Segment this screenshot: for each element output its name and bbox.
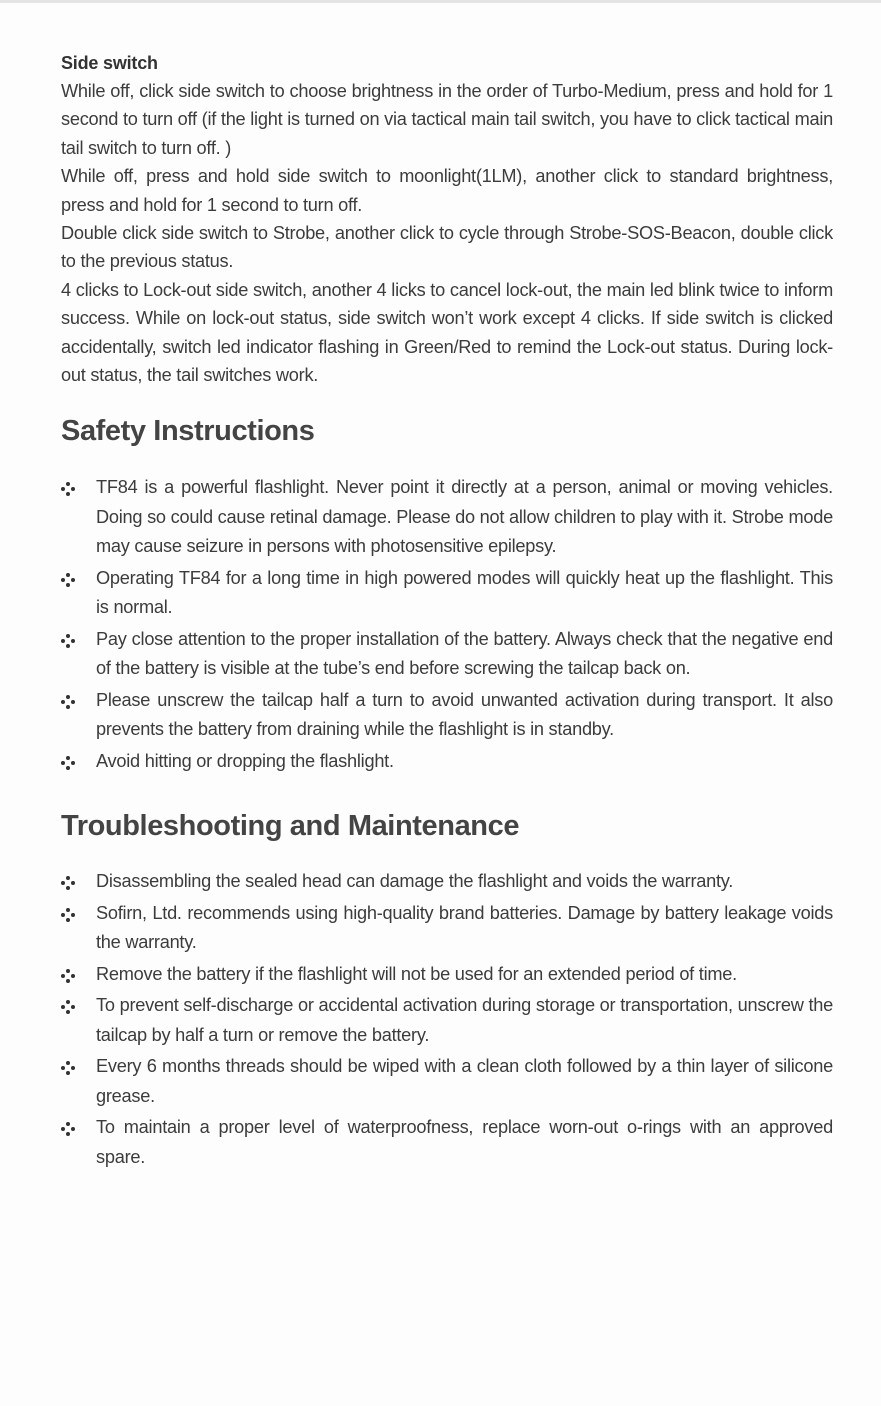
four-diamond-dots-icon [61,969,75,983]
list-item [61,686,833,745]
side-switch-paragraph: While off, press and hold side switch to moonlight(1LM), another click to standard brightness, press and hold for 1 second to turn off. [61,166,833,215]
four-diamond-dots-icon [61,908,75,922]
four-diamond-dots-icon [61,876,75,890]
list-item [61,625,833,684]
four-diamond-dots-icon [61,482,75,496]
four-diamond-dots-icon [61,1061,75,1075]
four-diamond-dots-icon [61,1000,75,1014]
four-diamond-dots-icon [61,573,75,587]
troubleshooting-section [61,808,833,1172]
side-switch-heading: Side switch [61,53,158,73]
list-item [61,867,833,897]
four-diamond-dots-icon [61,756,75,770]
list-item [61,991,833,1050]
safety-list [61,473,833,776]
four-diamond-dots-icon [61,1122,75,1136]
list-item [61,1113,833,1172]
list-item-text: To maintain a proper level of waterproofness, replace worn-out o-rings with an approved spare. [96,1117,833,1167]
list-item-text: Pay close attention to the proper installation of the battery. Always check that the negative end of the battery is visible at the tube’s end before screwing the tailcap back on. [96,628,833,679]
list-item [61,1052,833,1111]
safety-title: Safety Instructions [61,415,315,448]
list-item-text: Disassembling the sealed head can damage the flashlight and voids the warranty. [96,871,734,892]
list-item [61,564,833,623]
list-item-text: TF84 is a powerful flashlight. Never point it directly at a person, animal or moving vehicles. Doing so could cause retinal damage. Please do not allow children to play with it. Strobe mode may cause seizure in persons with photosensitive epilepsy. [96,477,833,557]
troubleshooting-title: Troubleshooting and Maintenance [61,810,520,843]
safety-section [61,413,833,776]
side-switch-paragraph: While off, click side switch to choose brightness in the order of Turbo-Medium, press and hold for 1 second to turn off (if the light is turned on via tactical main tail switch, you have to click tactical main tail switch to turn off. ) [61,81,833,158]
list-item [61,899,833,958]
list-item-text: Sofirn, Ltd. recommends using high-quality brand batteries. Damage by battery leakage voids the warranty. [96,902,833,953]
list-item [61,747,833,777]
four-diamond-dots-icon [61,634,75,648]
list-item-text: Avoid hitting or dropping the flashlight. [96,750,394,771]
list-item [61,960,833,990]
page-content [61,49,833,1174]
list-item-text: To prevent self-discharge or accidental activation during storage or transportation, unscrew the tailcap by half a turn or remove the battery. [96,995,833,1045]
list-item-text: Please unscrew the tailcap half a turn to avoid unwanted activation during transport. It also prevents the battery from draining while the flashlight is in standby. [96,689,833,740]
side-switch-paragraph: 4 clicks to Lock-out side switch, another 4 licks to cancel lock-out, the main led blink twice to inform success. While on lock-out status, side switch won’t work except 4 clicks. If side switch is clicked accidentally, switch led indicator flashing in Green/Red to remind the Lock-out status. During lock-out status, the tail switches work. [61,279,833,386]
side-switch-paragraph: Double click side switch to Strobe, another click to cycle through Strobe-SOS-Beacon, double click to the previous status. [61,223,833,272]
list-item-text: Every 6 months threads should be wiped with a clean cloth followed by a thin layer of silicone grease. [96,1056,833,1106]
list-item-text: Operating TF84 for a long time in high powered modes will quickly heat up the flashlight. This is normal. [96,567,833,618]
list-item-text: Remove the battery if the flashlight will not be used for an extended period of time. [96,963,737,984]
list-item [61,473,833,562]
side-switch-section [61,49,833,389]
four-diamond-dots-icon [61,695,75,709]
troubleshooting-list [61,867,833,1172]
